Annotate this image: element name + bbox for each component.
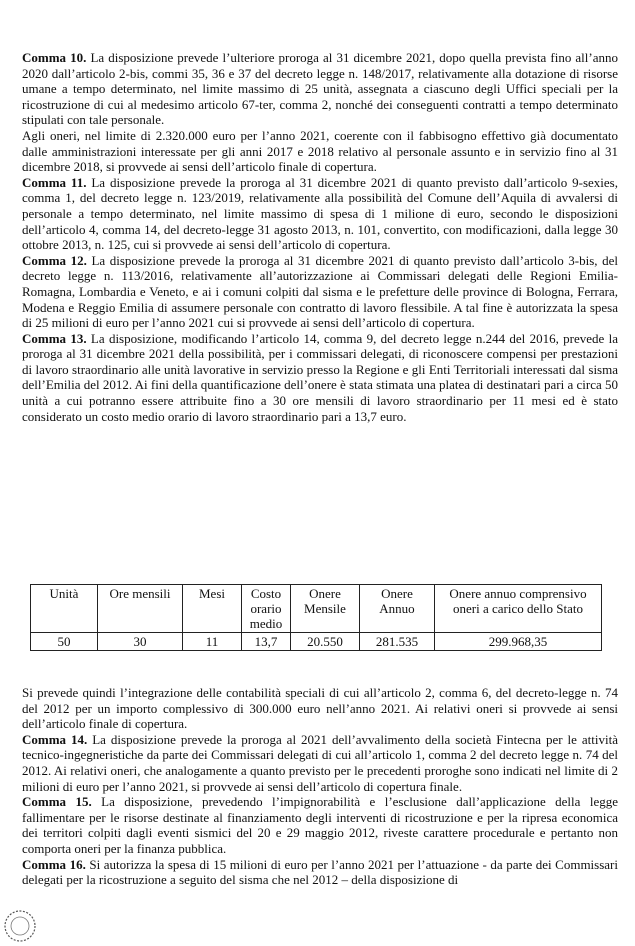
table-cell: 13,7 xyxy=(242,633,291,651)
table-header-cell: Onere Annuo xyxy=(360,585,435,633)
paragraph-oneri xyxy=(22,128,618,175)
paragraph-text: Si autorizza la spesa di 15 milioni di euro per l’anno 2021 per l’attuazione - da parte dei Commissari delegati per la ricostruzione a seguito del sisma che nel 2012 – della disposizione di xyxy=(22,856,619,888)
paragraph-heading: Comma 12. xyxy=(22,252,87,268)
paragraph-text: La disposizione prevede la proroga al 2021 dell’avvalimento della società Fintecna per le attività tecnico-ingegneristiche da parte dei Commissari delegati di cui all’articolo 1, comma 2 del decreto legge n. 74 del 2012. Ai relativi oneri, che analogamente a quanto previsto per le precedenti proroghe sono indicati nel limite di 2 milioni di euro per l’anno 2021, si provvede ai sensi dell’articolo di copertura finale. xyxy=(22,731,618,794)
paragraph-text: La disposizione, modificando l’articolo 14, comma 9, del decreto legge n.244 del 2016, prevede la proroga al 31 dicembre 2021 della possibilità, per i commissari delegati, di riconoscere compensi per prestazioni di lavoro straordinario alle unità lavorative in servizio presso la Regione e gli Enti Territoriali interessati dal sisma dell’Emilia del 2012. Ai fini della quantificazione dell’onere è stata stimata una platea di destinatari pari a circa 50 unità a cui potranno essere attribuite fino a 30 ore mensili di lavoro straordinario per 11 mesi ed è stato considerato un costo medio orario di lavoro straordinario pari a 13,7 euro. xyxy=(22,330,618,424)
table-header-cell: Onere Mensile xyxy=(291,585,360,633)
paragraph-text: Agli oneri, nel limite di 2.320.000 euro per l’anno 2021, coerente con il fabbisogno effettivo già documentato dalle amministrazioni interessate per gli anni 2017 e 2018 relativo al personale assunto e in servizio fino al 31 dicembre 2018, si provvede ai sensi dell’articolo finale di copertura. xyxy=(22,127,618,175)
cost-table xyxy=(30,584,602,651)
paragraph-heading: Comma 15. xyxy=(22,794,92,810)
paragraph-heading: Comma 13. xyxy=(22,330,87,346)
paragraph-heading: Comma 16. xyxy=(22,856,86,872)
cost-table-wrapper xyxy=(30,584,602,651)
table-header-cell: Onere annuo comprensivo oneri a carico dello Stato xyxy=(435,585,602,633)
table-cell: 30 xyxy=(98,633,183,651)
table-cell: 20.550 xyxy=(291,633,360,651)
table-header-cell: Unità xyxy=(31,585,98,633)
paragraph-text: La disposizione, prevedendo l’impignorabilità e l’esclusione dall’applicazione della legge fallimentare per le risorse destinate al finanziamento degli interventi di ricostruzione e per la ripresa economica dei territori colpiti dagli eventi sismici del 20 e 29 maggio 2012, riveste carattere procedurale e pertanto non comporta oneri per la finanza pubblica. xyxy=(22,794,618,856)
table-header-cell: Costo orario medio xyxy=(242,585,291,633)
table-cell: 299.968,35 xyxy=(435,633,602,651)
paragraph-comma-13 xyxy=(22,331,618,425)
table-cell: 11 xyxy=(183,633,242,651)
paragraph-heading: Comma 11. xyxy=(22,174,87,190)
paragraph-comma-11 xyxy=(22,175,618,253)
table-header-cell: Ore mensili xyxy=(98,585,183,633)
paragraph-comma-16 xyxy=(22,857,618,888)
paragraph-comma-15 xyxy=(22,794,618,856)
table-header-cell: Mesi xyxy=(183,585,242,633)
paragraph-text: La disposizione prevede la proroga al 31 dicembre 2021 di quanto previsto dall’articolo 9-sexies, comma 1, del decreto legge n. 123/2019, relativamente alla possibilità del Comune dell’Aquila di avvalersi di personale a tempo determinato, nel limite massimo di spesa di 1 milione di euro, secondo le disposizioni dell’articolo 4, comma 14, del decreto-legge 31 agosto 2013, n. 101, convertito, con modificazioni, dalla legge 30 ottobre 2013, n. 125, cui si provvede ai sensi dell’articolo di copertura. xyxy=(22,174,618,253)
paragraph-heading: Comma 10. xyxy=(22,50,87,65)
paragraph-integrazione xyxy=(22,685,618,732)
table-row xyxy=(31,633,602,651)
paragraph-comma-10 xyxy=(22,50,618,128)
paragraph-text: Si prevede quindi l’integrazione delle contabilità speciali di cui all’articolo 2, comma 6, del decreto-legge n. 74 del 2012 per un importo complessivo di 300.000 euro nell’anno 2021. Ai relativi oneri si provvede ai sensi dell’articolo finale di copertura. xyxy=(22,685,618,732)
paragraph-comma-14 xyxy=(22,732,618,794)
paragraph-comma-12 xyxy=(22,253,618,331)
table-cell: 50 xyxy=(31,633,98,651)
table-header-row xyxy=(31,585,602,633)
paragraph-text: La disposizione prevede l’ulteriore proroga al 31 dicembre 2021, dopo quella prevista fino all’anno 2020 dall’articolo 2-bis, commi 35, 36 e 37 del decreto legge n. 148/2017, relativamente alla dotazione di risorse umane a tempo determinato, nel limite massimo di 25 unità, assegnata a ciascuno degli Uffici speciali per la ricostruzione di cui al medesimo articolo 67-ter, comma 2, nonché dei conseguenti contratti a tempo determinato stipulati con tale personale. xyxy=(22,50,618,128)
paragraph-heading: Comma 14. xyxy=(22,731,88,747)
official-stamp-icon xyxy=(2,906,42,942)
table-cell: 281.535 xyxy=(360,633,435,651)
paragraph-text: La disposizione prevede la proroga al 31 dicembre 2021 di quanto previsto dall’articolo 3-bis, del decreto legge n. 113/2016, relativamente all’autorizzazione ai Commissari delegati delle Regioni Emilia-Romagna, Lombardia e Veneto, e ai i comuni colpiti dal sisma e le prefetture delle province di Bologna, Ferrara, Modena e Reggio Emilia di assumere personale con contratto di lavoro flessibile. A tal fine è autorizzata la spesa di 25 milioni di euro per l’anno 2021 cui si provvede ai sensi dell’articolo di copertura. xyxy=(22,252,619,331)
document-body-bottom xyxy=(22,685,618,888)
document-body-top xyxy=(22,50,618,424)
